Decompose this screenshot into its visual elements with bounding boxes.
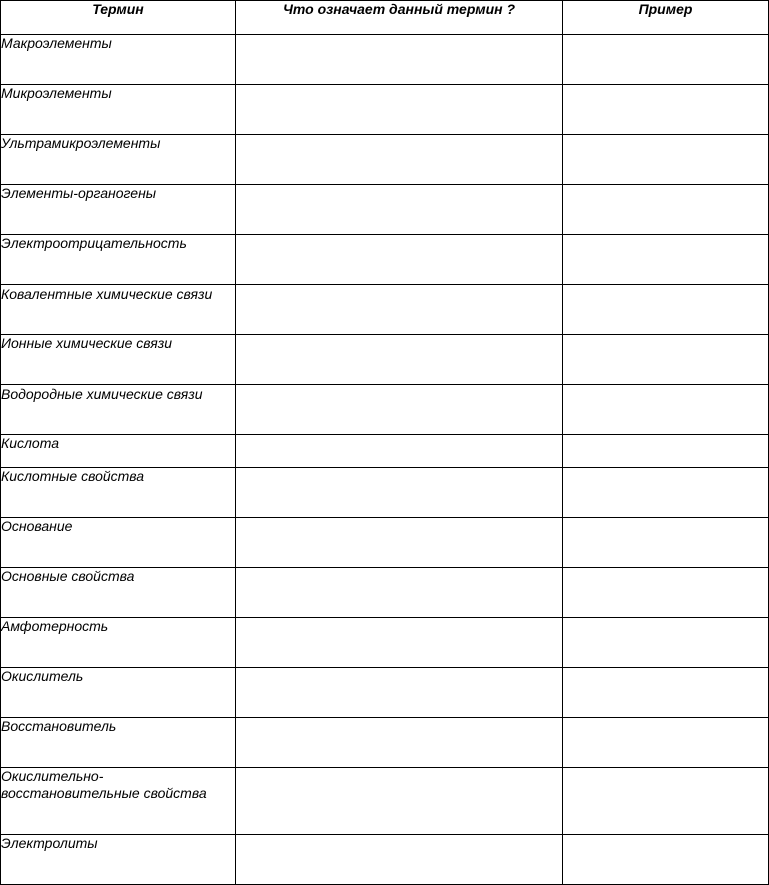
- example-cell[interactable]: [563, 718, 769, 768]
- term-cell: Ультрамикроэлементы: [1, 135, 236, 185]
- meaning-cell[interactable]: [236, 718, 563, 768]
- table-row: [1, 285, 769, 335]
- table-row: [1, 35, 769, 85]
- term-cell: Основание: [1, 518, 236, 568]
- meaning-cell[interactable]: [236, 568, 563, 618]
- table-row: [1, 335, 769, 385]
- example-cell[interactable]: [563, 135, 769, 185]
- meaning-cell[interactable]: [236, 235, 563, 285]
- term-cell: Элементы-органогены: [1, 185, 236, 235]
- table-row: [1, 668, 769, 718]
- example-cell[interactable]: [563, 335, 769, 385]
- example-cell[interactable]: [563, 435, 769, 468]
- meaning-cell[interactable]: [236, 385, 563, 435]
- meaning-cell[interactable]: [236, 618, 563, 668]
- term-cell: Водородные химические связи: [1, 385, 236, 435]
- table-row: [1, 835, 769, 885]
- example-cell[interactable]: [563, 235, 769, 285]
- table-row: [1, 185, 769, 235]
- term-cell: Кислотные свойства: [1, 468, 236, 518]
- term-cell: Окислительно-восстановительные свойства: [1, 768, 236, 835]
- header-example: Пример: [563, 1, 769, 35]
- table-row: [1, 85, 769, 135]
- term-cell: Окислитель: [1, 668, 236, 718]
- term-cell: Ковалентные химические связи: [1, 285, 236, 335]
- example-cell[interactable]: [563, 835, 769, 885]
- term-cell: Восстановитель: [1, 718, 236, 768]
- term-cell: Основные свойства: [1, 568, 236, 618]
- example-cell[interactable]: [563, 385, 769, 435]
- table-row: [1, 435, 769, 468]
- table-row: [1, 518, 769, 568]
- table-row: [1, 468, 769, 518]
- term-cell: Амфотерность: [1, 618, 236, 668]
- example-cell[interactable]: [563, 518, 769, 568]
- meaning-cell[interactable]: [236, 518, 563, 568]
- term-cell: Микроэлементы: [1, 85, 236, 135]
- meaning-cell[interactable]: [236, 835, 563, 885]
- meaning-cell[interactable]: [236, 285, 563, 335]
- meaning-cell[interactable]: [236, 135, 563, 185]
- header-row: [1, 1, 769, 35]
- header-meaning: Что означает данный термин ?: [236, 1, 563, 35]
- table-row: [1, 768, 769, 835]
- example-cell[interactable]: [563, 35, 769, 85]
- example-cell[interactable]: [563, 618, 769, 668]
- table-row: [1, 718, 769, 768]
- term-cell: Макроэлементы: [1, 35, 236, 85]
- meaning-cell[interactable]: [236, 668, 563, 718]
- meaning-cell[interactable]: [236, 85, 563, 135]
- table-row: [1, 385, 769, 435]
- term-cell: Электроотрицательность: [1, 235, 236, 285]
- term-cell: Электролиты: [1, 835, 236, 885]
- example-cell[interactable]: [563, 285, 769, 335]
- table-row: [1, 568, 769, 618]
- meaning-cell[interactable]: [236, 435, 563, 468]
- example-cell[interactable]: [563, 468, 769, 518]
- header-term: Термин: [1, 1, 236, 35]
- meaning-cell[interactable]: [236, 35, 563, 85]
- example-cell[interactable]: [563, 85, 769, 135]
- example-cell[interactable]: [563, 568, 769, 618]
- term-cell: Ионные химические связи: [1, 335, 236, 385]
- table-row: [1, 618, 769, 668]
- example-cell[interactable]: [563, 768, 769, 835]
- table-row: [1, 235, 769, 285]
- meaning-cell[interactable]: [236, 468, 563, 518]
- term-cell: Кислота: [1, 435, 236, 468]
- example-cell[interactable]: [563, 185, 769, 235]
- table-row: [1, 135, 769, 185]
- meaning-cell[interactable]: [236, 335, 563, 385]
- meaning-cell[interactable]: [236, 185, 563, 235]
- example-cell[interactable]: [563, 668, 769, 718]
- meaning-cell[interactable]: [236, 768, 563, 835]
